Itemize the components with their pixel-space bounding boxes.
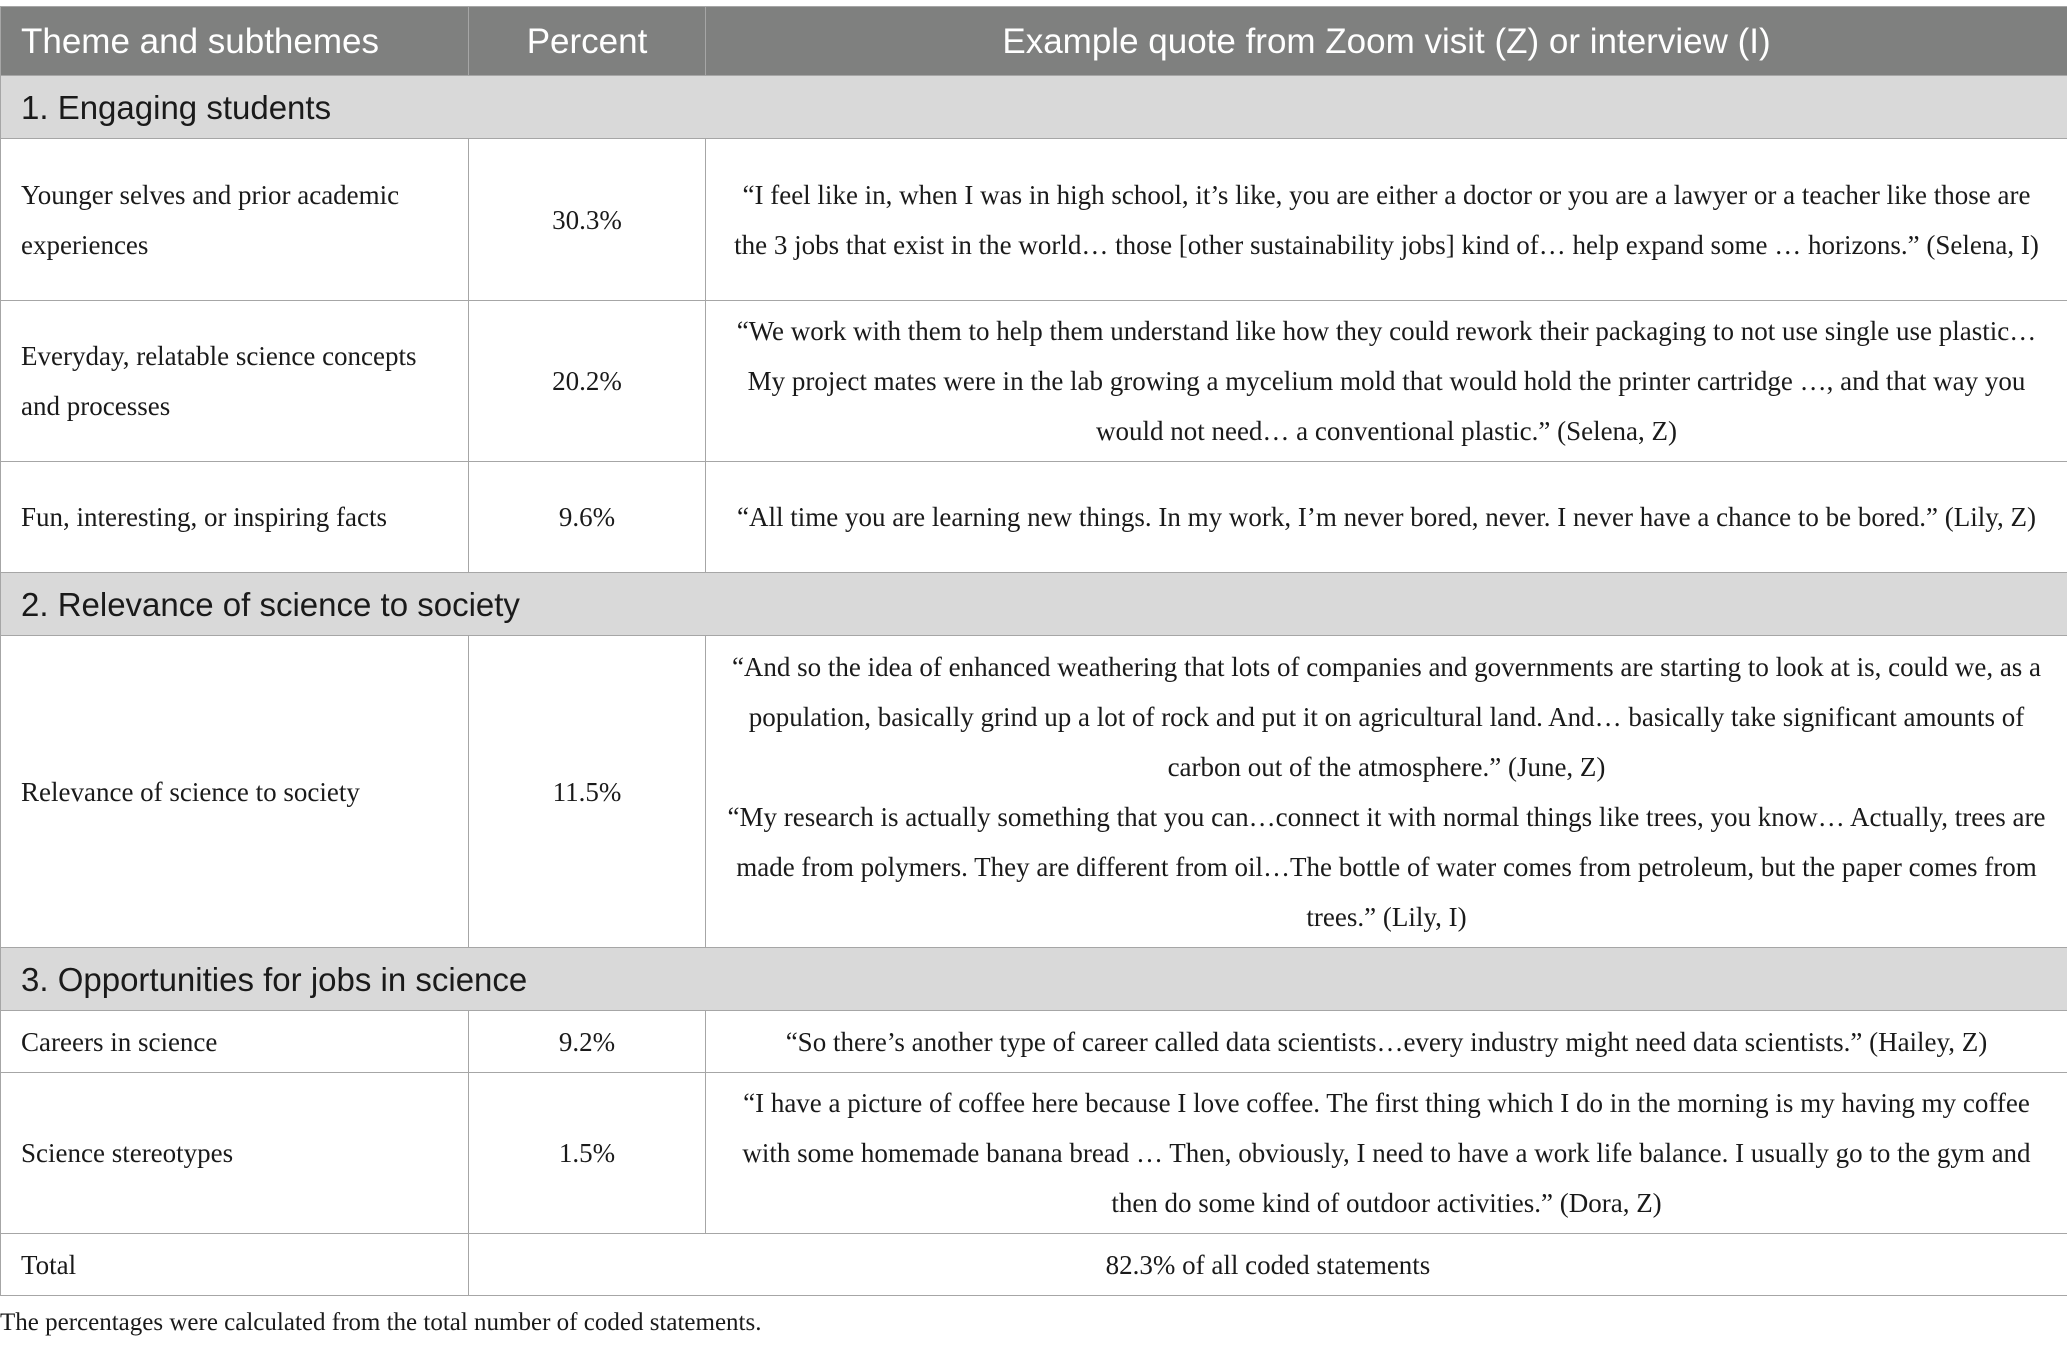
table-row	[1, 1073, 2067, 1234]
subtheme-cell: Everyday, relatable science concepts and processes	[1, 301, 469, 462]
quote-text: “My research is actually something that you can…connect it with normal things like trees, you know… Actually, trees are made from polymers. They are different from oil…The bottle of water comes from petroleum, but the paper comes from trees.” (Lily, I)	[727, 801, 2046, 932]
section-row	[1, 948, 2067, 1011]
total-label: Total	[1, 1234, 469, 1296]
quote-cell	[706, 462, 2067, 573]
subtheme-cell: Younger selves and prior academic experiences	[1, 139, 469, 301]
table-row	[1, 636, 2067, 948]
quote-cell	[706, 139, 2067, 301]
total-value: 82.3% of all coded statements	[469, 1234, 2067, 1296]
quote-text: “I feel like in, when I was in high school, it’s like, you are either a doctor or you are a lawyer or a teacher like those are the 3 jobs that exist in the world… those [other sustainability jobs] kind of… help expand some … horizons.” (Selena, I)	[734, 179, 2039, 260]
header-percent: Percent	[469, 7, 706, 76]
quote-text: “And so the idea of enhanced weathering that lots of companies and governments are starting to look at is, could we, as a population, basically grind up a lot of rock and put it on agricultural land. And… basically take significant amounts of carbon out of the atmosphere.” (June, Z)	[731, 651, 2042, 782]
section-title: 3. Opportunities for jobs in science	[1, 948, 2067, 1011]
section-title: 2. Relevance of science to society	[1, 573, 2067, 636]
section-row	[1, 76, 2067, 139]
themes-table	[0, 6, 2067, 1296]
percent-cell: 11.5%	[469, 636, 706, 948]
quote-text: “We work with them to help them understand like how they could rework their packaging to not use single use plastic…My project mates were in the lab growing a mycelium mold that would hold the printer cartridge …, and that way you would not need… a conventional plastic.” (Selena, Z)	[736, 316, 2037, 446]
table-footnote: The percentages were calculated from the total number of coded statements.	[0, 1309, 762, 1336]
table-row	[1, 301, 2067, 462]
section-title: 1. Engaging students	[1, 76, 2067, 139]
quote-text: “I have a picture of coffee here because I love coffee. The first thing which I do in the morning is my having my coffee with some homemade banana bread … Then, obviously, I need to have a work life balance. I usually go to the gym and then do some kind of outdoor activities.” (Dora, Z)	[742, 1088, 2031, 1218]
subtheme-cell: Fun, interesting, or inspiring facts	[1, 462, 469, 573]
quote-cell	[706, 636, 2067, 948]
subtheme-cell: Careers in science	[1, 1011, 469, 1073]
header-quote: Example quote from Zoom visit (Z) or interview (I)	[706, 7, 2067, 76]
quote-text: “So there’s another type of career called data scientists…every industry might need data scientists.” (Hailey, Z)	[785, 1026, 1988, 1057]
percent-cell: 20.2%	[469, 301, 706, 462]
quote-cell	[706, 301, 2067, 462]
quote-text: “All time you are learning new things. In my work, I’m never bored, never. I never have a chance to be bored.” (Lily, Z)	[736, 502, 2036, 532]
table-row	[1, 1011, 2067, 1073]
header-theme: Theme and subthemes	[1, 7, 469, 76]
table-row	[1, 139, 2067, 301]
table-row	[1, 462, 2067, 573]
section-row	[1, 573, 2067, 636]
subtheme-cell: Relevance of science to society	[1, 636, 469, 948]
quote-cell	[706, 1073, 2067, 1234]
subtheme-cell: Science stereotypes	[1, 1073, 469, 1234]
percent-cell: 30.3%	[469, 139, 706, 301]
header-row	[1, 7, 2067, 76]
percent-cell: 9.2%	[469, 1011, 706, 1073]
percent-cell: 9.6%	[469, 462, 706, 573]
quote-cell	[706, 1011, 2067, 1073]
percent-cell: 1.5%	[469, 1073, 706, 1234]
total-row	[1, 1234, 2067, 1296]
